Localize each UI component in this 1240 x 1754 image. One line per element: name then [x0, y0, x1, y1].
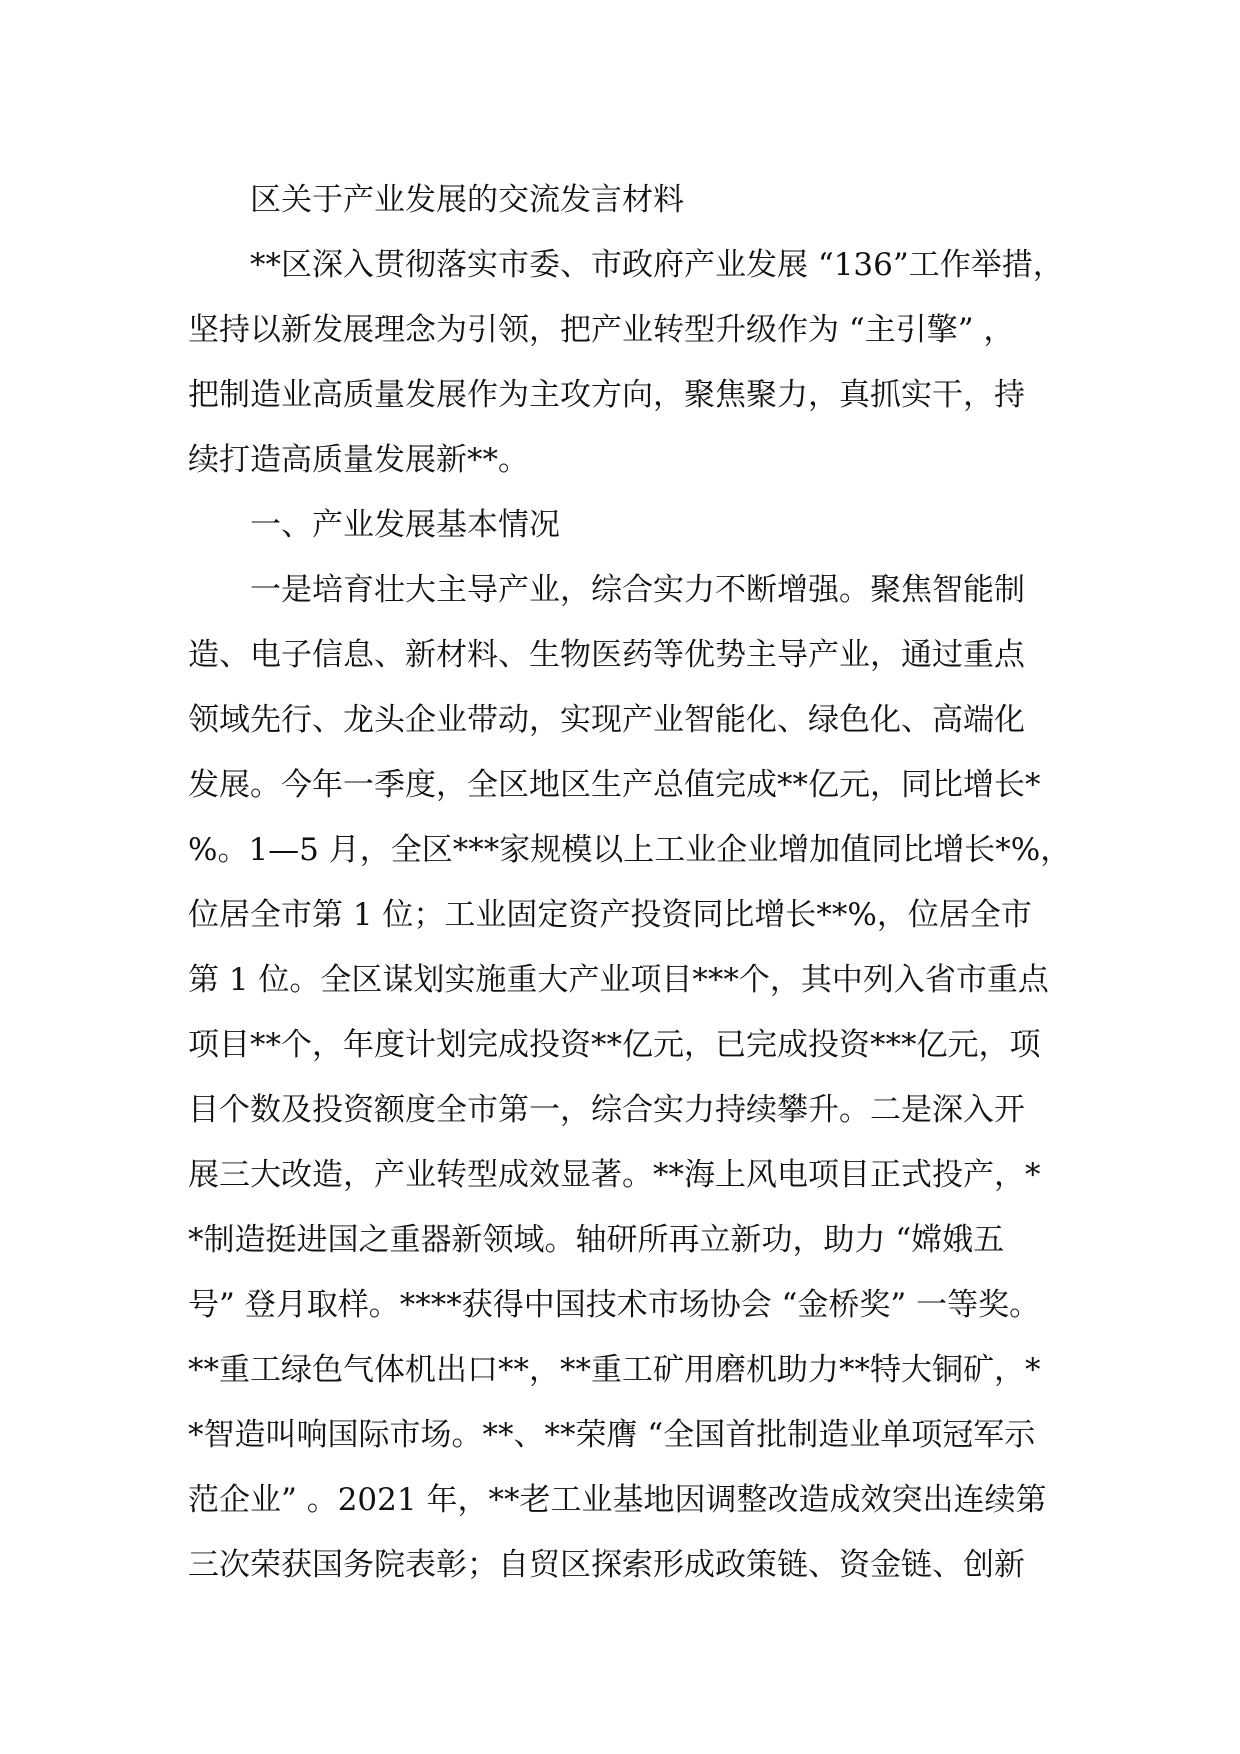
- paragraph-line: 范企业” 。2021 年，**老工业基地因调整改造成效突出连续第: [188, 1482, 1047, 1518]
- document-title: 区关于产业发展的交流发言材料: [250, 182, 684, 218]
- paragraph-line: *制造挺进国之重器新领域。轴研所再立新功，助力 “嫦娥五: [188, 1222, 1005, 1258]
- paragraph-line: 位居全市第 1 位；工业固定资产投资同比增长**%，位居全市: [188, 897, 1032, 933]
- paragraph-line: 发展。今年一季度，全区地区生产总值完成**亿元，同比增长*: [188, 767, 1041, 803]
- paragraph-line: %。1—5 月，全区***家规模以上工业企业增加值同比增长*%，: [188, 832, 1072, 868]
- paragraph-line: 一是培育壮大主导产业，综合实力不断增强。聚焦智能制: [250, 572, 1025, 608]
- section-heading: 一、产业发展基本情况: [250, 507, 560, 543]
- paragraph-line: 展三大改造，产业转型成效显著。**海上风电项目正式投产，*: [188, 1157, 1041, 1193]
- paragraph-line: **区深入贯彻落实市委、市政府产业发展 “136”工作举措，: [250, 247, 1064, 283]
- paragraph-line: 三次荣获国务院表彰；自贸区探索形成政策链、资金链、创新: [188, 1547, 1025, 1583]
- paragraph-line: 项目**个，年度计划完成投资**亿元，已完成投资***亿元，项: [188, 1027, 1041, 1063]
- paragraph-line: 第 1 位。全区谋划实施重大产业项目***个，其中列入省市重点: [188, 962, 1049, 998]
- paragraph-line: 目个数及投资额度全市第一，综合实力持续攀升。二是深入开: [188, 1092, 1025, 1128]
- paragraph-line: 坚持以新发展理念为引领，把产业转型升级作为 “主引擎” ，: [188, 312, 1015, 348]
- paragraph-line: 领域先行、龙头企业带动，实现产业智能化、绿色化、高端化: [188, 702, 1025, 738]
- paragraph-line: 造、电子信息、新材料、生物医药等优势主导产业，通过重点: [188, 637, 1025, 673]
- paragraph-line: 号” 登月取样。****获得中国技术市场协会 “金桥奖” 一等奖。: [188, 1287, 1041, 1323]
- paragraph-line: 续打造高质量发展新**。: [188, 442, 529, 478]
- document-body: [188, 168, 1088, 1598]
- paragraph-line: *智造叫响国际市场。**、**荣膺 “全国首批制造业单项冠军示: [188, 1417, 1036, 1453]
- paragraph-line: **重工绿色气体机出口**，**重工矿用磨机助力**特大铜矿，*: [188, 1352, 1041, 1388]
- paragraph-line: 把制造业高质量发展作为主攻方向，聚焦聚力，真抓实干，持: [188, 377, 1025, 413]
